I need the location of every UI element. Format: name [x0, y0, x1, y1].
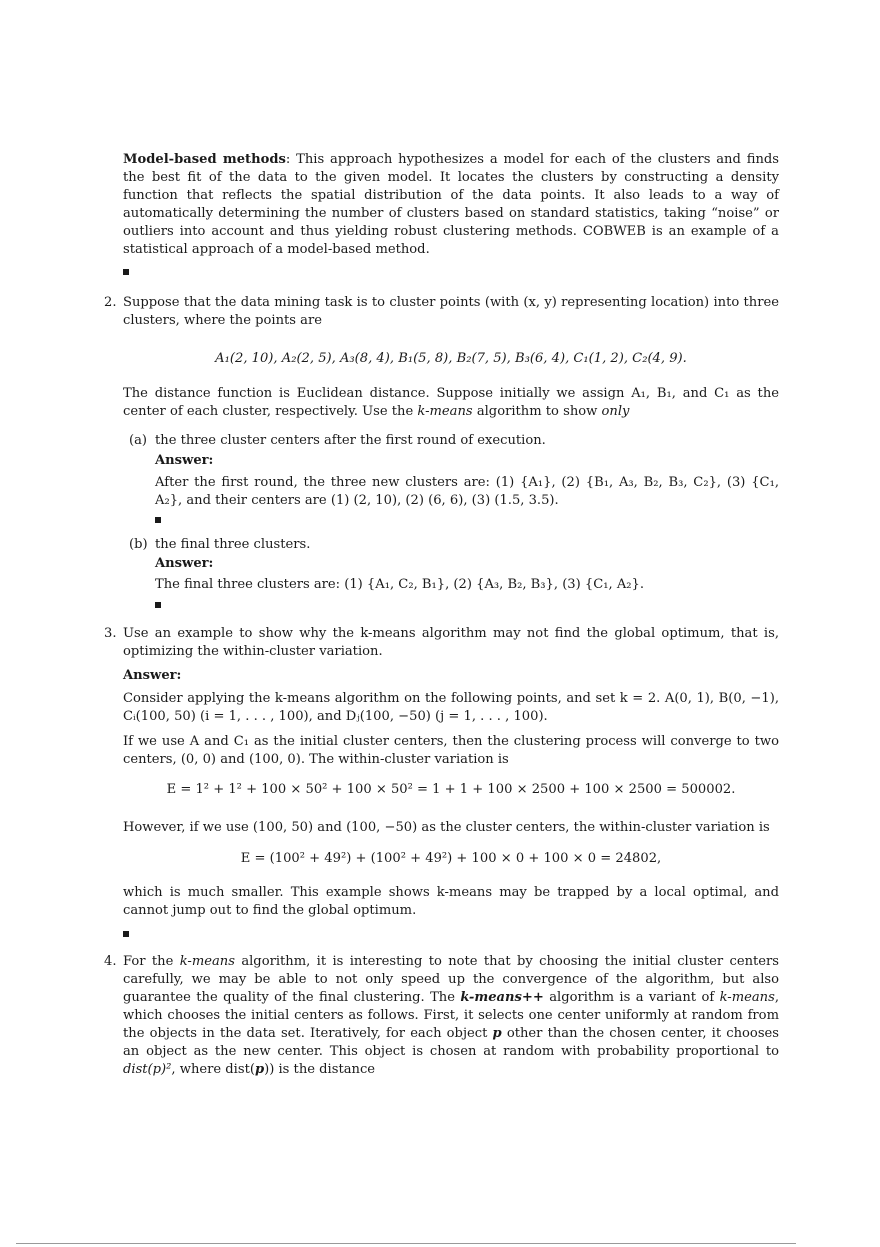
q4-paragraph [123, 953, 779, 1079]
q2-setup-only: only [601, 404, 630, 419]
q2b-label: (b) [129, 537, 148, 552]
q2-setup-text-2: algorithm to show [472, 404, 602, 419]
q3-paragraph-4: which is much smaller. This example shows k-means may be trapped by a local optimal, and cannot jump out to find the global optimum. [123, 885, 779, 918]
q4-text-4: , which chooses the initial centers as follows. First, it selects one center uniformly at random from the objects in the data set. Iteratively, for each object [123, 990, 779, 1041]
q2-setup-text-1: The distance function is Euclidean distance. Suppose initially we assign A₁, B₁, and C₁ as the center of each cluster, respectively. Use the [123, 386, 779, 419]
q4-text-6: , where dist( [171, 1062, 255, 1077]
q3-paragraph-2: If we use A and C₁ as the initial cluster centers, then the clustering process will converge to two centers, (0, 0) and (100, 0). The within-cluster variation is [123, 734, 779, 767]
qed-square [123, 269, 129, 275]
q4-dist-expression: dist(p)² [123, 1062, 172, 1077]
q4-kmeans-plus-plus: k-means++ [460, 990, 544, 1005]
model-based-term: Model-based methods [123, 152, 286, 167]
q4-text-1: For the [123, 954, 180, 969]
q2a-answer: After the first round, the three new clusters are: (1) {A₁}, (2) {B₁, A₃, B₂, B₃, C₂}, (3) {C₁, A₂}, and their centers are (1) (2, 10), (2) (6, 6), (3) (1.5, 3.5). [155, 475, 779, 508]
q2a-text: the three cluster centers after the first round of execution. [155, 433, 546, 448]
q3-equation-1: E = 1² + 1² + 100 × 50² + 100 × 50² = 1 + 1 + 100 × 2500 + 100 × 2500 = 500002. [166, 782, 736, 797]
page-bottom-rule [16, 1243, 796, 1244]
q3-answer-label: Answer: [123, 668, 182, 683]
q2b-text: the final three clusters. [155, 537, 311, 552]
q4-kmeans-1: k-means [179, 954, 235, 969]
q2-points-equation: A₁(2, 10), A₂(2, 5), A₃(8, 4), B₁(5, 8), B₂(7, 5), B₃(6, 4), C₁(1, 2), C₂(4, 9). [215, 351, 687, 366]
q2a-label: (a) [129, 433, 148, 448]
q4-text-3: algorithm is a variant of [543, 990, 720, 1005]
q4-text-5: other than the chosen center, it chooses an object as the new center. This object is chosen at random with probability proportional to [123, 1026, 780, 1059]
q2-setup-kmeans: k-means [417, 404, 473, 419]
q4-kmeans-2: k-means [719, 990, 775, 1005]
qed-square [155, 517, 161, 523]
q4-object-p-2: p [254, 1062, 265, 1077]
q3-equation-2: E = (100² + 49²) + (100² + 49²) + 100 × 0 + 100 × 0 = 24802, [240, 851, 662, 866]
model-based-text: : This approach hypothesizes a model for each of the clusters and finds the best fit of the data to the given model. It locates the clusters by constructing a density function that reflects the spatial distribution of the data points. It also leads to a way of automatically determining the number of clusters based on standard statistics, taking “noise” or outliers into account and thus yielding robust clustering methods. COBWEB is an example of a statistical approach of a model-based method. [123, 152, 779, 257]
q2b-answer: The final three clusters are: (1) {A₁, C₂, B₁}, (2) {A₃, B₂, B₃}, (3) {C₁, A₂}. [155, 577, 645, 592]
q3-question: Use an example to show why the k-means algorithm may not find the global optimum, that is, optimizing the within-cluster variation. [123, 626, 779, 659]
q2b-answer-label: Answer: [155, 556, 214, 571]
q3-number: 3. [104, 626, 117, 641]
q2-intro: Suppose that the data mining task is to cluster points (with (x, y) representing location) into three clusters, where the points are [123, 295, 779, 328]
q2-number: 2. [104, 295, 117, 310]
q3-paragraph-1: Consider applying the k-means algorithm on the following points, and set k = 2. A(0, 1), B(0, −1), Cᵢ(100, 50) (i = 1, . . . , 100), and Dⱼ(100, −50) (j = 1, . . . , 100). [123, 691, 779, 724]
qed-square [123, 931, 129, 937]
q4-text-2: algorithm, it is interesting to note that by choosing the initial cluster centers carefully, we may be able to not only speed up the convergence of the algorithm, but also guarantee the quality of the final clustering. The [123, 954, 780, 1005]
q4-object-p: p [492, 1026, 502, 1041]
q2a-answer-label: Answer: [155, 453, 214, 468]
q4-number: 4. [104, 954, 117, 969]
q4-text-7: )) is the distance [264, 1062, 376, 1077]
model-based-paragraph [123, 151, 779, 259]
q3-paragraph-3: However, if we use (100, 50) and (100, −50) as the cluster centers, the within-cluster variation is [123, 820, 770, 835]
qed-square [155, 602, 161, 608]
q2-setup [123, 385, 779, 421]
